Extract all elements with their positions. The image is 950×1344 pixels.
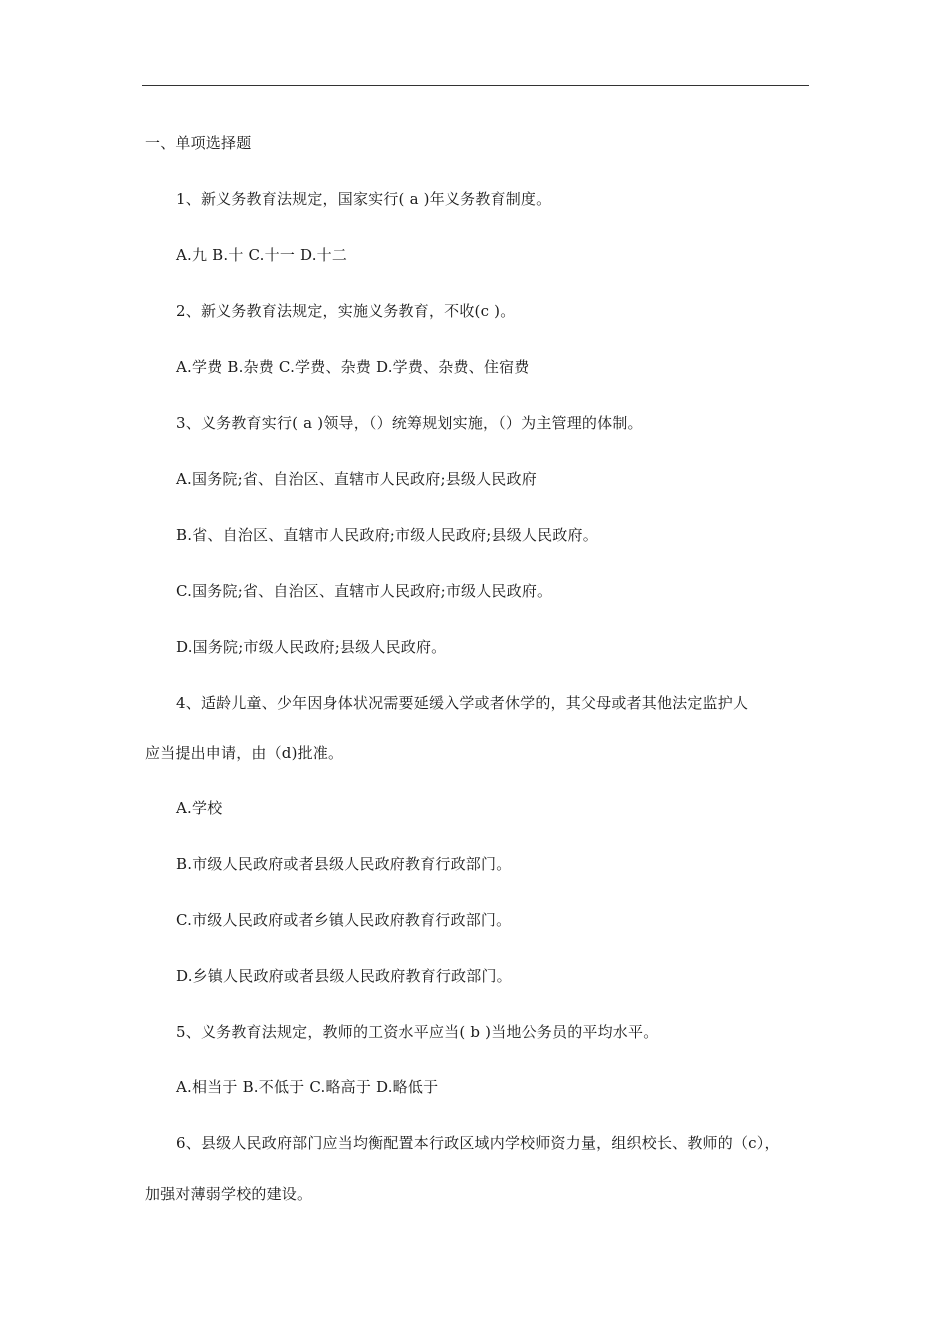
option-3a: A.国务院;省、自治区、直辖市人民政府;县级人民政府 — [176, 470, 537, 488]
question-6: 6、县级人民政府部门应当均衡配置本行政区域内学校师资力量，组织校长、教师的（c）， — [176, 1134, 780, 1152]
options-5: A.相当于 B.不低于 C.略高于 D.略低于 — [176, 1078, 439, 1096]
question-6-continued: 加强对薄弱学校的建设。 — [145, 1185, 313, 1203]
options-2: A.学费 B.杂费 C.学费、杂费 D.学费、杂费、住宿费 — [176, 358, 530, 376]
option-4a: A.学校 — [176, 799, 223, 817]
question-5: 5、义务教育法规定，教师的工资水平应当( b )当地公务员的平均水平。 — [176, 1023, 659, 1041]
question-2: 2、新义务教育法规定，实施义务教育，不收(c )。 — [176, 302, 516, 320]
section-title: 一、单项选择题 — [145, 134, 252, 152]
question-4-continued: 应当提出申请，由（d)批准。 — [145, 744, 344, 762]
option-3c: C.国务院;省、自治区、直辖市人民政府;市级人民政府。 — [176, 582, 553, 600]
option-3d: D.国务院;市级人民政府;县级人民政府。 — [176, 638, 447, 656]
question-1: 1、新义务教育法规定，国家实行( a )年义务教育制度。 — [176, 190, 552, 208]
option-3b: B.省、自治区、直辖市人民政府;市级人民政府;县级人民政府。 — [176, 526, 598, 544]
option-4d: D.乡镇人民政府或者县级人民政府教育行政部门。 — [176, 967, 512, 985]
option-4b: B.市级人民政府或者县级人民政府教育行政部门。 — [176, 855, 512, 873]
options-1: A.九 B.十 C.十一 D.十二 — [176, 246, 348, 264]
header-rule — [142, 85, 809, 86]
option-4c: C.市级人民政府或者乡镇人民政府教育行政部门。 — [176, 911, 512, 929]
question-4: 4、适龄儿童、少年因身体状况需要延缓入学或者休学的，其父母或者其他法定监护人 — [176, 694, 749, 712]
question-3: 3、义务教育实行( a )领导，（）统筹规划实施，（）为主管理的体制。 — [176, 414, 643, 432]
